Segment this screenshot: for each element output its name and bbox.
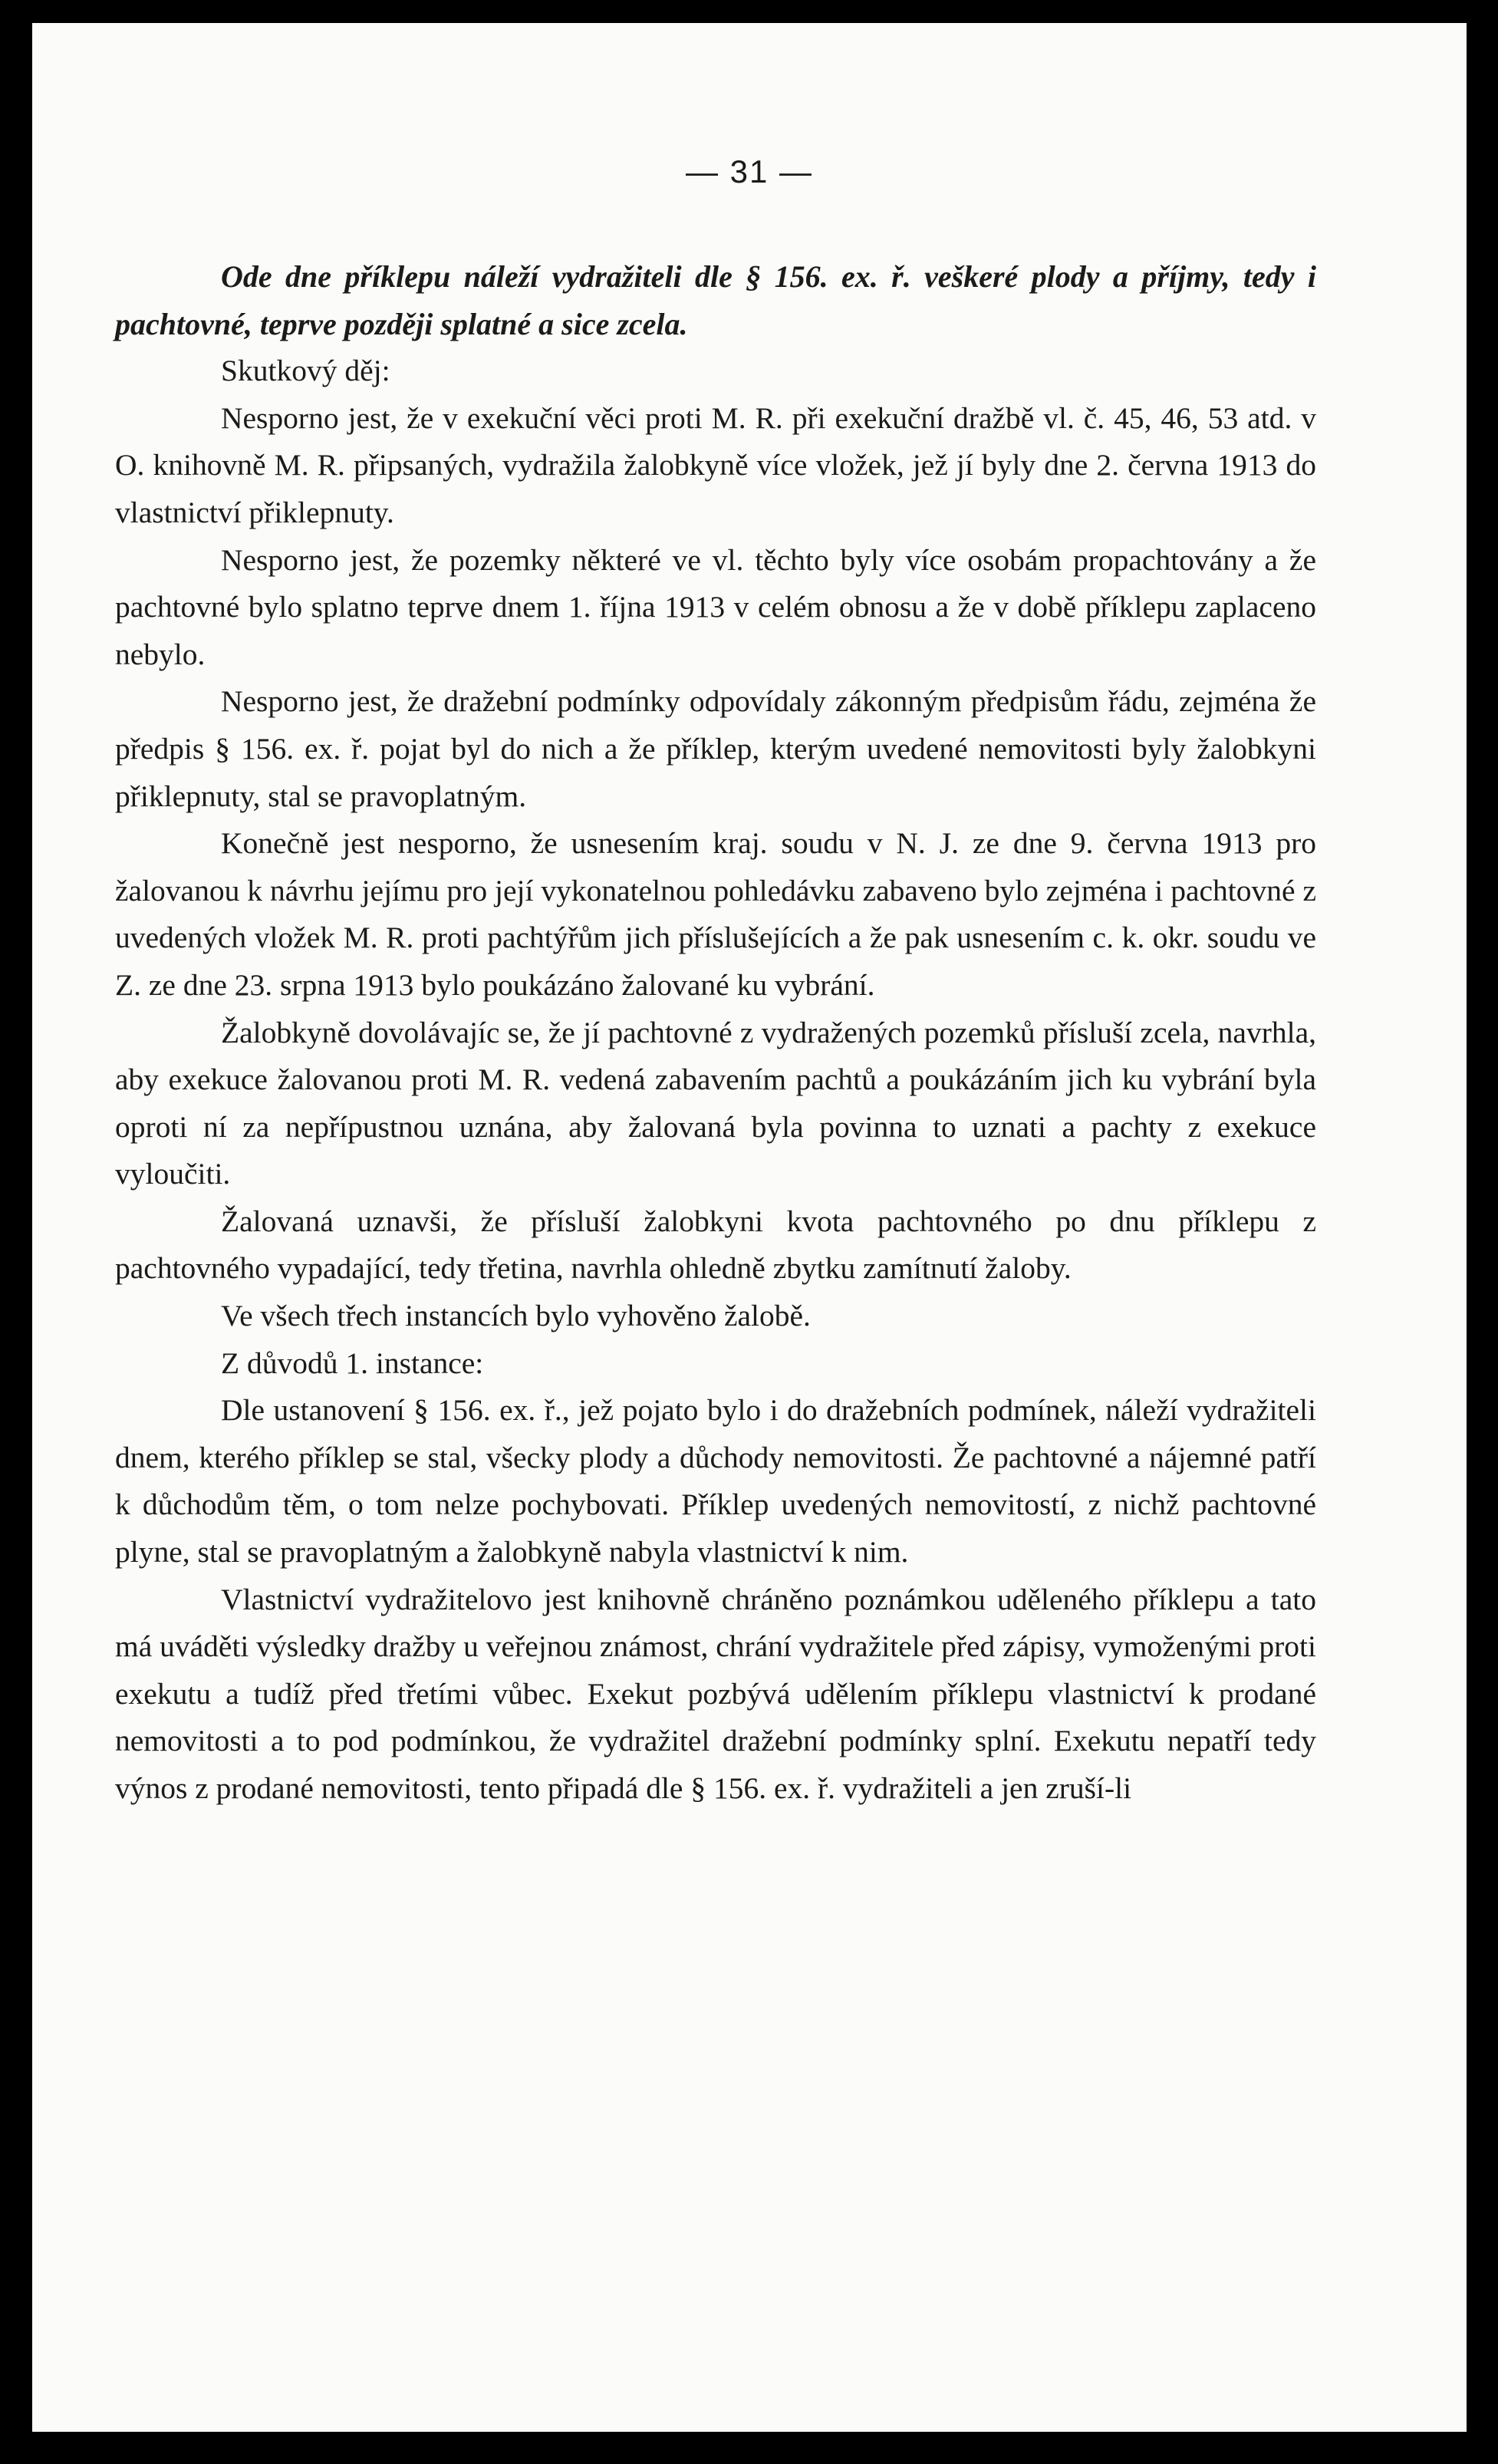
page-number: — 31 —	[685, 153, 814, 189]
paragraph-facts-3: Nesporno jest, že dražební podmínky odpovídaly zákonným předpisům řádu, zejména že předpis § 156. ex. ř. pojat byl do nich a že příklep, kterým uvedené nemovitosti byly žalobkyni přiklepnuty, stal se pravoplatným.	[115, 684, 1316, 813]
section-heading-reasons: Z důvodů 1. instance:	[221, 1346, 484, 1380]
section-heading-facts: Skutkový děj:	[221, 354, 390, 388]
paragraph-plaintiff-claim: Žalobkyně dovolávajíc se, že jí pachtovné z vydražených pozemků přísluší zcela, navrhla, aby exekuce žalovanou proti M. R. vedená zabavením pachtů a poukázáním jich ku vybrání byla oproti ní za nepřípustnou uznána, aby žalovaná byla povinna to uznati a pachty z exekuce vyloučiti.	[115, 1015, 1316, 1191]
body-text	[115, 253, 1316, 1813]
paragraph-facts-4: Konečně jest nesporno, že usnesením kraj. soudu v N. J. ze dne 9. června 1913 pro žalovanou k návrhu jejímu pro její vykonatelnou pohledávku zabaveno bylo zejména i pachtovné z uvedených vložek M. R. proti pachtýřům jich příslušejících a že pak usnesením c. k. okr. soudu ve Z. ze dne 23. srpna 1913 bylo poukázáno žalované ku vybrání.	[115, 826, 1316, 1002]
intro-paragraph-italic: Ode dne příklepu náleží vydražiteli dle § 156. ex. ř. veškeré plody a příjmy, tedy i pachtovné, teprve později splatné a sice zcela.	[115, 259, 1316, 341]
paragraph-reasons-1: Dle ustanovení § 156. ex. ř., jež pojato bylo i do dražebních podmínek, náleží vydražiteli dnem, kterého příklep se stal, všecky plody a důchody nemovitosti. Že pachtovné a nájemné patří k důchodům těm, o tom nelze pochybovati. Příklep uvedených nemovitostí, z nichž pachtovné plyne, stal se pravoplatným a žalobkyně nabyla vlastnictví k nim.	[115, 1393, 1316, 1570]
paragraph-facts-2: Nesporno jest, že pozemky některé ve vl. těchto byly více osobám propachtovány a že pachtovné bylo splatno teprve dnem 1. října 1913 v celém obnosu a že v době příklepu zaplaceno nebylo.	[115, 542, 1316, 671]
paragraph-defendant-response: Žalovaná uznavši, že přísluší žalobkyni kvota pachtovného po dnu příklepu z pachtovného vypadající, tedy třetina, navrhla ohledně zbytku zamítnutí žaloby.	[115, 1204, 1316, 1286]
paragraph-reasons-2: Vlastnictví vydražitelovo jest knihovně chráněno poznámkou uděleného příklepu a tato má uváděti výsledky dražby u veřejnou známost, chrání vydražitele před zápisy, vymoženými proti exekutu a tudíž před třetími vůbec. Exekut pozbývá udělením příklepu vlastnictví k prodané nemovitosti a to pod podmínkou, že vydražitel dražební podmínky splní. Exekutu nepatří tedy výnos z prodané nemovitosti, tento připadá dle § 156. ex. ř. vydražiteli a jen zruší-li	[115, 1582, 1316, 1805]
paragraph-outcome: Ve všech třech instancích bylo vyhověno žalobě.	[221, 1299, 811, 1333]
paragraph-facts-1: Nesporno jest, že v exekuční věci proti M. R. při exekuční dražbě vl. č. 45, 46, 53 atd. v O. knihovně M. R. připsaných, vydražila žalobkyně více vložek, jež jí byly dne 2. června 1913 do vlastnictví přiklepnuty.	[115, 400, 1316, 529]
document-page	[32, 23, 1467, 2432]
